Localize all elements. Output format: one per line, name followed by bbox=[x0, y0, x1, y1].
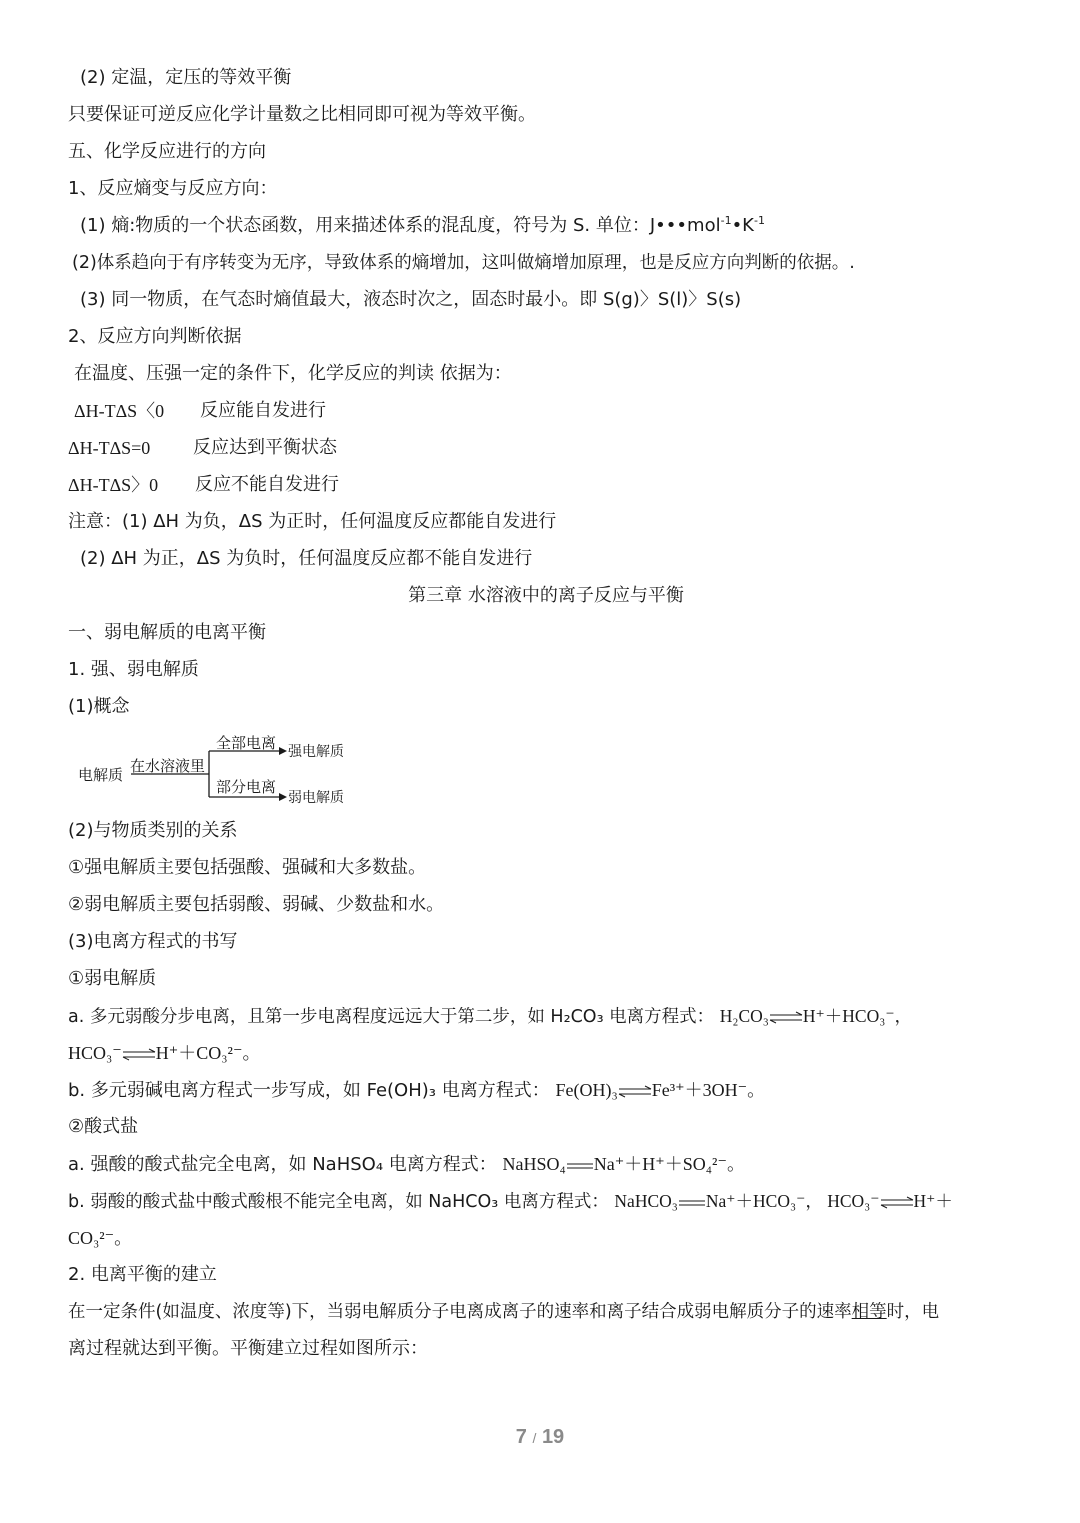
equation-rhs: Na⁺＋H⁺＋SO₄²⁻。 bbox=[593, 1154, 745, 1174]
diagram-source: 电解质 bbox=[78, 766, 124, 784]
equation-lhs: Fe(OH)₃ bbox=[555, 1080, 618, 1100]
equation bbox=[503, 1154, 745, 1174]
formula-line bbox=[68, 436, 150, 460]
formula-line bbox=[74, 399, 164, 423]
equation-lhs: HCO₃⁻ bbox=[68, 1043, 122, 1063]
diagram-upper-label: 全部电离 bbox=[216, 734, 277, 752]
text-line: 2. 电离平衡的建立 bbox=[68, 1264, 217, 1285]
text-line bbox=[68, 1189, 953, 1214]
equilibrium-arrow-icon bbox=[880, 1196, 914, 1210]
formula-description: 反应达到平衡状态 bbox=[193, 437, 337, 458]
equation bbox=[614, 1191, 952, 1211]
formula: ΔH-TΔS〉0 bbox=[68, 475, 159, 495]
text-line: 2、反应方向判断依据 bbox=[68, 326, 242, 347]
underlined-text: 相等 bbox=[851, 1302, 887, 1322]
text-span: b. 多元弱碱电离方程式一步写成，如 Fe(OH)₃ 电离方程式： bbox=[68, 1080, 550, 1101]
text-line: (3) 同一物质，在气态时熵值最大，液态时次之，固态时最小。即 S(g)〉S(l)〉S(s) bbox=[80, 289, 742, 310]
equation-lhs: NaHSO₄ bbox=[502, 1154, 566, 1174]
diagram-lower-label: 部分电离 bbox=[216, 778, 277, 796]
equation-rhs: Fe³⁺＋3OH⁻。 bbox=[651, 1080, 766, 1100]
equation bbox=[555, 1080, 765, 1100]
text-line: ①弱电解质 bbox=[68, 968, 157, 989]
text-line: 1. 强、弱电解质 bbox=[68, 659, 199, 680]
electrolyte-classification-diagram bbox=[76, 730, 356, 810]
equilibrium-arrow-icon bbox=[122, 1048, 156, 1062]
equation-rhs: Na⁺＋HCO₃⁻， bbox=[705, 1191, 823, 1211]
formula-line bbox=[68, 473, 158, 497]
text-span: b. 弱酸的酸式盐中酸式酸根不能完全电离，如 NaHCO₃ 电离方程式： bbox=[68, 1192, 609, 1212]
text-line: (2) 定温，定压的等效平衡 bbox=[80, 67, 292, 88]
text-line: 1、反应熵变与反应方向： bbox=[68, 178, 278, 199]
page-total: 19 bbox=[541, 1426, 565, 1448]
text-line: (1)概念 bbox=[68, 696, 130, 717]
text-line: 注意：(1) ΔH 为负，ΔS 为正时，任何温度反应都能自发进行 bbox=[68, 511, 557, 532]
section-heading: 五、化学反应进行的方向 bbox=[68, 141, 266, 162]
text-line: (2) ΔH 为正，ΔS 为负时，任何温度反应都不能自发进行 bbox=[80, 548, 533, 569]
diagram-condition: 在水溶液里 bbox=[130, 757, 206, 775]
text-line: (2)体系趋向于有序转变为无序，导致体系的熵增加，这叫做熵增加原理，也是反应方向判断的依据。. bbox=[72, 253, 855, 273]
text-span: a. 多元弱酸分步电离，且第一步电离程度远远大于第二步，如 H₂CO₃ 电离方程式： bbox=[68, 1007, 715, 1027]
text-line: 在温度、压强一定的条件下，化学反应的判读 依据为： bbox=[74, 363, 512, 384]
text-line: (3)电离方程式的书写 bbox=[68, 931, 238, 952]
text-line bbox=[68, 1300, 939, 1324]
diagram-lower-target: 弱电解质 bbox=[288, 790, 344, 806]
formula: ΔH-TΔS〈0 bbox=[74, 401, 165, 421]
section-heading: 一、弱电解质的电离平衡 bbox=[68, 622, 266, 643]
text-span: 时，电 bbox=[886, 1302, 940, 1322]
equation-rhs: H⁺＋ bbox=[913, 1191, 953, 1211]
equation-lhs: HCO₃⁻ bbox=[827, 1191, 880, 1211]
equilibrium-arrow-icon bbox=[618, 1085, 652, 1099]
equation-rhs: H⁺＋CO₃²⁻。 bbox=[155, 1043, 261, 1063]
page-current: 7 bbox=[515, 1426, 527, 1448]
text-span: •K bbox=[731, 215, 754, 236]
text-line bbox=[80, 214, 765, 238]
equation-lhs: H₂CO₃ bbox=[719, 1006, 769, 1026]
text-line: 离过程就达到平衡。平衡建立过程如图所示： bbox=[68, 1338, 428, 1359]
superscript: -1 bbox=[720, 214, 732, 227]
text-span: 在一定条件(如温度、浓度等)下，当弱电解质分子电离成离子的速率和离子结合成弱电解质分子的速率 bbox=[68, 1302, 852, 1322]
diagram-upper-target: 强电解质 bbox=[288, 744, 344, 760]
text-line: ②弱电解质主要包括弱酸、弱碱、少数盐和水。 bbox=[68, 894, 445, 915]
equation-line: CO₃²⁻。 bbox=[68, 1228, 133, 1248]
text-span: a. 强酸的酸式盐完全电离，如 NaHSO₄ 电离方程式： bbox=[68, 1154, 497, 1175]
equals-sign-icon bbox=[678, 1196, 706, 1210]
text-line: ②酸式盐 bbox=[68, 1116, 139, 1137]
equation-rhs: H⁺＋HCO₃⁻， bbox=[802, 1006, 913, 1026]
equals-sign-icon bbox=[566, 1159, 594, 1173]
equation-lhs: NaHCO₃ bbox=[614, 1191, 678, 1211]
text-line: ①强电解质主要包括强酸、强碱和大多数盐。 bbox=[68, 857, 427, 878]
text-line bbox=[68, 1078, 765, 1103]
page-separator: / bbox=[532, 1430, 537, 1446]
formula-description: 反应不能自发进行 bbox=[195, 474, 339, 495]
equation bbox=[720, 1006, 912, 1026]
text-span: (1) 熵:物质的一个状态函数，用来描述体系的混乱度，符号为 S. 单位：J•••mol bbox=[80, 215, 721, 236]
equation-line bbox=[68, 1041, 260, 1065]
page-number bbox=[0, 1426, 1080, 1449]
formula: ΔH-TΔS=0 bbox=[68, 438, 151, 458]
formula-description: 反应能自发进行 bbox=[200, 400, 326, 421]
text-line: (2)与物质类别的关系 bbox=[68, 820, 238, 841]
equilibrium-arrow-icon bbox=[769, 1011, 803, 1025]
superscript: -1 bbox=[753, 214, 765, 227]
chapter-title: 第三章 水溶液中的离子反应与平衡 bbox=[408, 585, 684, 606]
text-line bbox=[68, 1004, 912, 1029]
text-line bbox=[68, 1152, 745, 1177]
text-line: 只要保证可逆反应化学计量数之比相同即可视为等效平衡。 bbox=[68, 104, 536, 125]
